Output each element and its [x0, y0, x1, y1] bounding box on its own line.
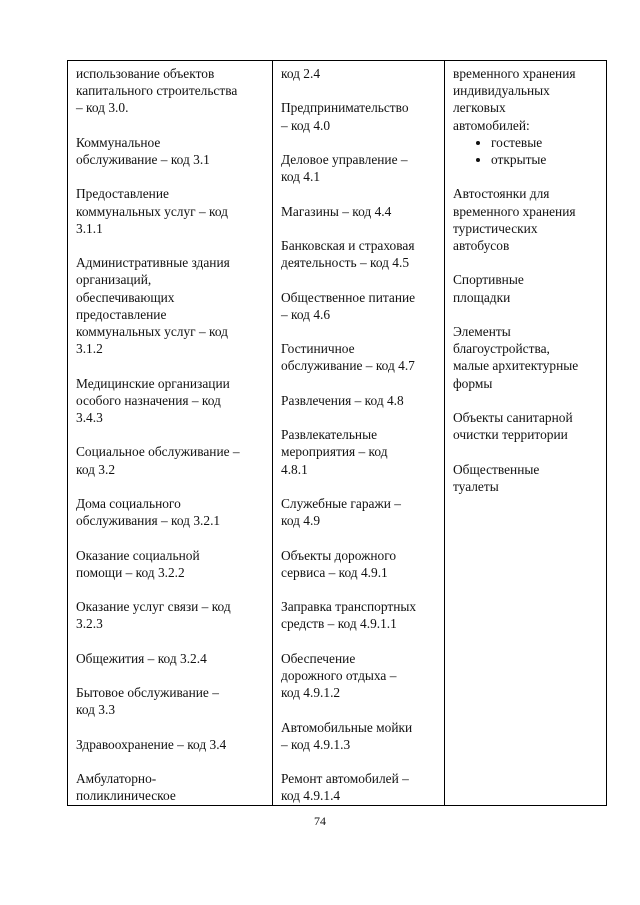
page-number: 74	[314, 814, 326, 828]
column-3-items	[453, 185, 600, 495]
table-cell-text: код 2.4	[281, 66, 321, 81]
bullet-item: • гостевые	[491, 134, 600, 151]
table-cell-text: Ремонт автомобилей – код 4.9.1.4	[281, 771, 409, 804]
table-cell-text: Здравоохранение – код 3.4	[76, 736, 227, 752]
table-cell-text: Заправка транспортных средств – код 4.9.1.1	[281, 599, 417, 632]
table-cell-text: Магазины – код 4.4	[281, 203, 392, 219]
table-cell-text: Амбулаторно- поликлиническое	[76, 771, 176, 804]
table-cell-text: Гостиничное обслуживание – код 4.7	[281, 341, 415, 374]
table-cell-text: Развлекательные мероприятия – код 4.8.1	[281, 427, 388, 477]
table-cell-text: Объекты дорожного сервиса – код 4.9.1	[281, 547, 397, 580]
bullet-item: • открытые	[491, 151, 600, 168]
table-column-3	[445, 61, 606, 805]
table-column-2	[273, 61, 445, 805]
table-cell-text: Оказание услуг связи – код 3.2.3	[76, 599, 231, 632]
table-cell-text: Банковская и страховая деятельность – код 4.5	[281, 237, 415, 271]
table-cell-text: Обеспечение дорожного отдыха – код 4.9.1.2	[281, 650, 397, 701]
table-cell-text: Служебные гаражи – код 4.9	[281, 495, 401, 529]
table-cell-text: Предпринимательство – код 4.0	[281, 100, 409, 133]
table-cell-text: Развлечения – код 4.8	[281, 392, 404, 408]
table-cell-text: Общежития – код 3.2.4	[76, 650, 207, 666]
table-cell-text: Бытовое обслуживание – код 3.3	[76, 685, 219, 718]
table-cell-text: Элементы благоустройства, малые архитектурные формы	[453, 324, 579, 391]
table-cell-text: Автостоянки для временного хранения туристических автобусов	[453, 186, 576, 254]
table-column-1	[68, 61, 273, 805]
table-cell-text: использование объектов капитального строительства – код 3.0.	[76, 66, 238, 116]
table-cell-text: Общественные туалеты	[453, 461, 540, 494]
table-cell-text: Предоставление коммунальных услуг – код 3.1.1	[76, 186, 228, 236]
table-cell-text: Оказание социальной помощи – код 3.2.2	[76, 547, 200, 580]
table-cell-text: Объекты санитарной очистки территории	[453, 410, 573, 443]
column-3-intro: временного хранения индивидуальных легковых автомобилей:	[453, 66, 576, 133]
table-cell-text: Медицинские организации особого назначения – код 3.4.3	[76, 375, 230, 425]
table-cell-text: Спортивные площадки	[453, 272, 524, 305]
table-cell-text: Социальное обслуживание – код 3.2	[76, 444, 240, 477]
vehicle-type-list	[453, 134, 600, 168]
table-cell-text: Административные здания организаций, обеспечивающих предоставление коммунальных услуг – код 3.1.2	[76, 255, 230, 357]
table-cell-text: Дома социального обслуживания – код 3.2.1	[76, 495, 221, 529]
table-cell-text: Коммунальное обслуживание – код 3.1	[76, 134, 210, 167]
table-cell-text: Автомобильные мойки – код 4.9.1.3	[281, 719, 413, 752]
table-cell-text: Общественное питание – код 4.6	[281, 289, 416, 322]
table-cell-text: Деловое управление – код 4.1	[281, 151, 408, 185]
land-use-table	[67, 60, 607, 806]
